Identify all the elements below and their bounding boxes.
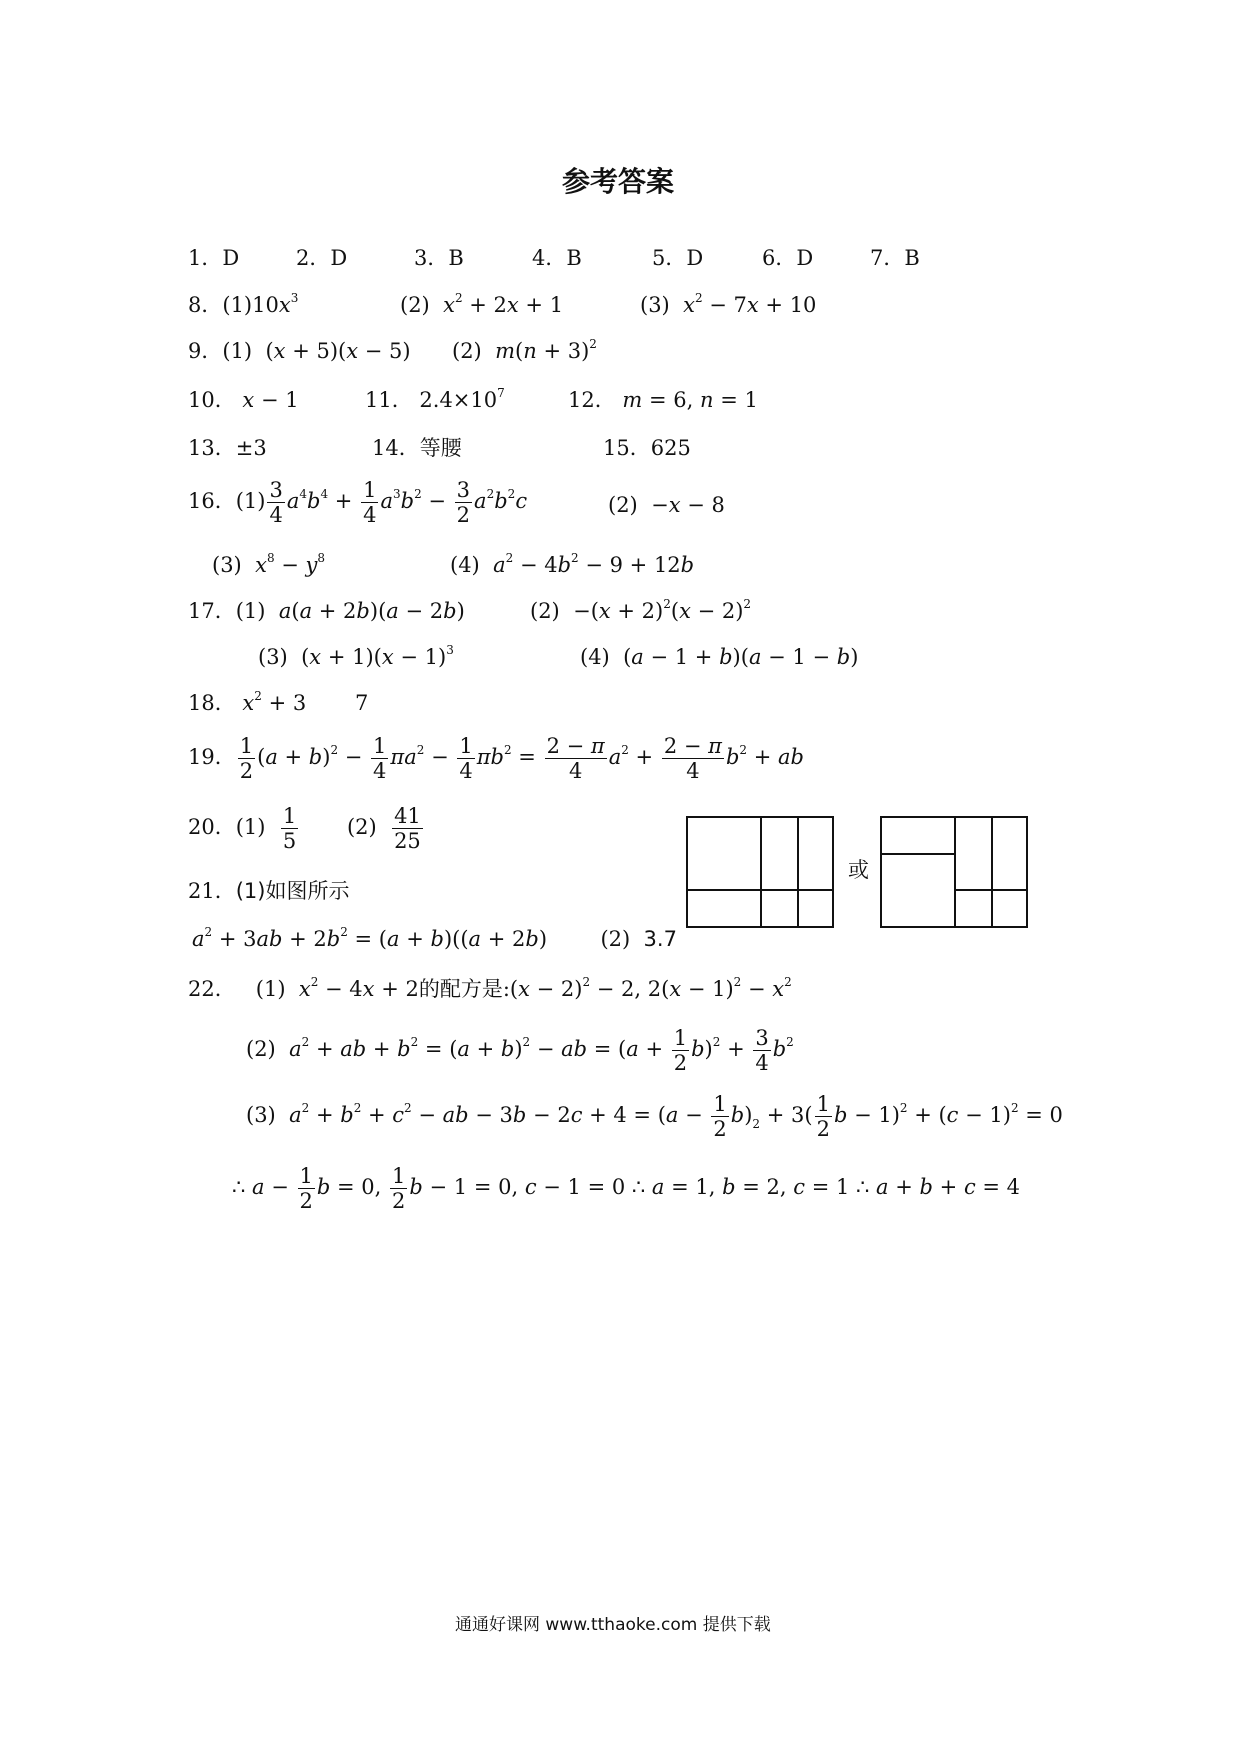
answer-1: 1．D (188, 246, 240, 270)
answer-17-2: $(2) -(x + 2)^2(x - 2)^2$ (530, 597, 752, 623)
answer-17: 17．(1) a(a + 2b)(a − 2b) (188, 599, 465, 623)
answer-21-identity: $a^2 + 3ab + 2b^2 = (a + b)((a + 2b)$ (2) 3.7 (192, 925, 677, 951)
answer-19: 19． $\frac{1}{2}$ $(a + b)^2$ − $\frac{1}{4}$ $\pi a^2$ − $\frac{1}{4}$ $\pi b^2$ = $\frac{2 - \pi}{4}$ $a^2$ + $\frac{2 - \pi}{4}$ $b^2$ + ab (188, 734, 804, 783)
answer-22-2: (2) $a^2$ + ab + $b^2 = (a + b)^2$ − ab = (a + $\frac{1}{2}$ b)$^2$ + $\frac{3}{4}$ $b^2$ (246, 1026, 794, 1075)
answer-12: 12． m = 6, n = 1 (568, 388, 758, 412)
answer-9: 9．(1) (x + 5)(x − 5) (188, 339, 411, 363)
answer-7: 7．B (870, 246, 920, 270)
answer-3: 3．B (414, 246, 464, 270)
or-label: 或 (848, 858, 869, 882)
answer-10: 10． x − 1 (188, 388, 299, 412)
answer-13: 13．±3 (188, 436, 267, 460)
answer-18: 18． $x^2 + 3$ (188, 689, 307, 715)
footer-source: 通通好课网 www.tthaoke.com 提供下载 (455, 1615, 771, 1635)
answer-4: 4．B (532, 246, 582, 270)
answer-8-3: (3) $x^2 - 7x + 10$ (640, 291, 817, 317)
answer-20: 20．(1) $\frac{1}{5}$ (2) $\frac{41}{25}$ (188, 804, 421, 853)
answer-8: 8．$(1)10x^3$ (188, 291, 299, 317)
answer-5: 5．D (652, 246, 704, 270)
page-title: 参考答案 (562, 165, 675, 198)
answer-22-conclusion: ∴ a − $\frac{1}{2}$ b = 0, $\frac{1}{2}$ b − 1 = 0, c − 1 = 0 ∴ a = 1, b = 2, c = 1 ∴ a + b + c = 4 (232, 1164, 1021, 1213)
answer-16-2: (2) −x − 8 (608, 493, 725, 517)
answer-16-4: (4) $a^2 - 4b^2 - 9 + 12b$ (450, 551, 695, 577)
answer-11: 11． $2.4\times 10^7$ (365, 386, 505, 412)
answer-16: 16．(1) $\frac{3}{4}$ $a^4b^4$ + $\frac{1}{4}$ $a^3b^2$ − $\frac{3}{2}$ $a^2b^2c$ (188, 478, 528, 527)
answer-16-3: (3) $x^8 - y^8$ (212, 551, 326, 577)
answer-17-4: (4) (a − 1 + b)(a − 1 − b) (580, 645, 859, 669)
answer-8-2: (2) $x^2 + 2x + 1$ (400, 291, 564, 317)
answer-22-3: (3) $a^2 + b^2 + c^2$ − ab − 3b − 2c + 4 = (a − $\frac{1}{2}$ $b)_2 + 3$( $\frac{1}{2}$ $b - 1)^2 + (c - 1)^2 = 0$ (246, 1092, 1063, 1141)
answer-22: 22． (1) $x^2 - 4x + 2$的配方是:(x − 2)$^2$ − 2, $2(x - 1)^2 - x^2$ (188, 975, 792, 1001)
answer-15: 15．625 (603, 436, 691, 460)
answer-18-b: 7 (355, 691, 369, 715)
answer-6: 6．D (762, 246, 814, 270)
answer-21: 21．(1)如图所示 (188, 879, 350, 903)
answer-17-3: (3) $(x + 1)(x - 1)^3$ (258, 643, 454, 669)
answer-14: 14．等腰 (372, 436, 462, 460)
answer-2: 2．D (296, 246, 348, 270)
answer-9-2: (2) $m(n + 3)^2$ (452, 337, 597, 363)
